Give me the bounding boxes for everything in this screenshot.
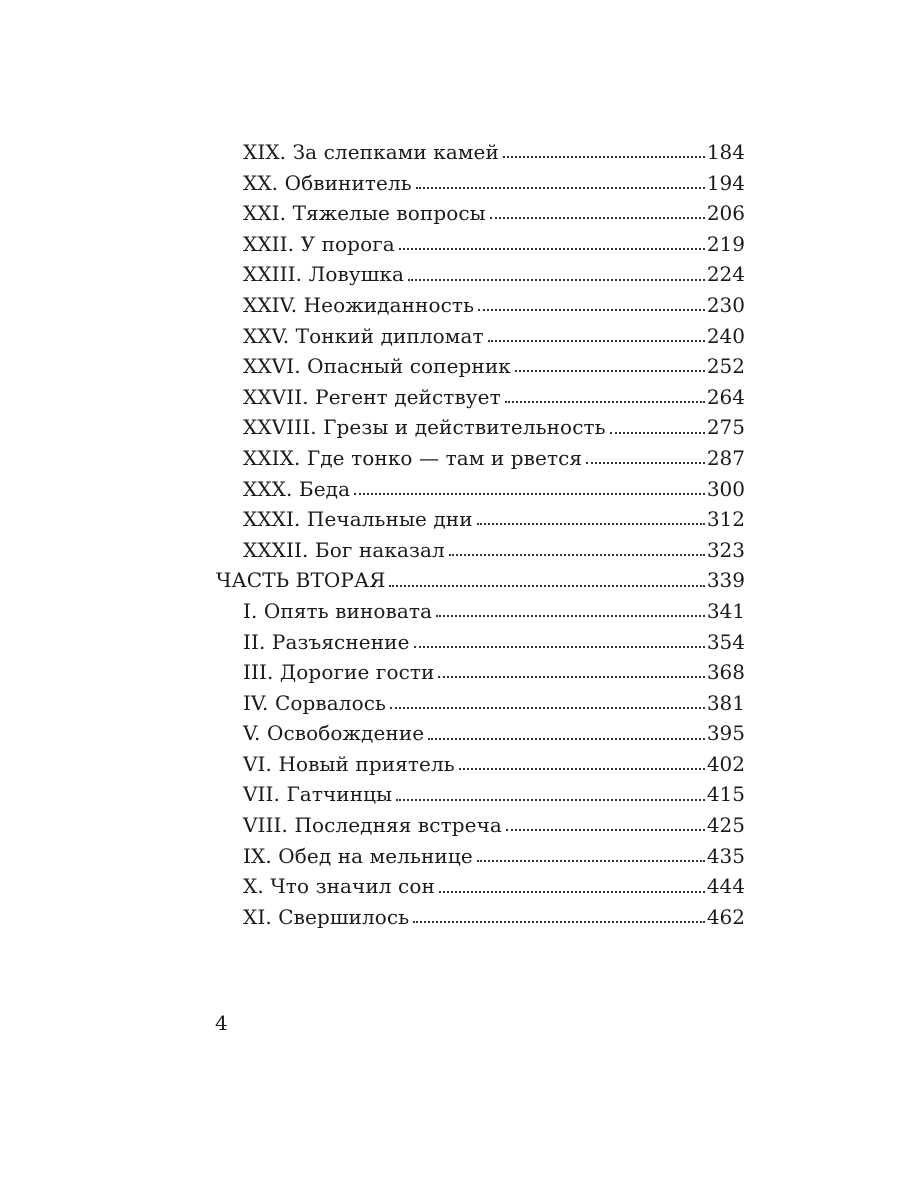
toc-entry-page: 252 [706,354,745,379]
dot-leader [390,693,705,713]
toc-entry [216,749,745,780]
toc-entry-page: 323 [706,537,745,562]
toc-entry [216,259,745,290]
toc-entry-title: XXXI. Печальные дни [243,507,473,532]
toc-entry-title: XXIX. Где тонко — там и рвется [243,445,583,470]
dot-leader [610,418,705,438]
toc-entry-page: 206 [706,201,745,226]
toc-entry-page: 395 [706,721,745,746]
toc-part-heading [216,565,745,596]
toc-entry [216,474,745,505]
toc-entry-title: XXVII. Регент действует [243,384,501,409]
toc-entry-page: 381 [706,690,745,715]
dot-leader [439,877,705,897]
toc-entry-page: 240 [706,323,745,348]
toc-entry [216,535,745,566]
toc-entry-title: XXV. Тонкий дипломат [243,323,484,348]
dot-leader [354,479,705,499]
toc-entry [216,504,745,535]
toc-entry [216,627,745,658]
dot-leader [408,265,705,285]
toc-entry [216,657,745,688]
dot-leader [389,571,704,591]
toc-entry [216,443,745,474]
toc-entry-page: 462 [706,904,745,929]
toc-entry-title: XX. Обвинитель [243,170,412,195]
toc-entry-page: 368 [706,660,745,685]
toc-entry-page: 425 [706,813,745,838]
dot-leader [505,387,705,407]
toc-entry-page: 341 [706,598,745,623]
toc-entry [216,198,745,229]
toc-entry [216,596,745,627]
dot-leader [515,356,705,376]
toc-entry-title: V. Освобождение [243,721,425,746]
toc-entry-page: 415 [706,782,745,807]
dot-leader [436,601,705,621]
toc-entry-title: XXVI. Опасный соперник [243,354,511,379]
dot-leader [477,509,705,529]
toc-entry [216,290,745,321]
toc-entry-title: XXX. Беда [243,476,351,501]
toc-entry [216,810,745,841]
dot-leader [414,632,705,652]
toc-entry [216,779,745,810]
toc-entry-title: IX. Обед на мельнице [243,843,473,868]
toc-entry-title: VI. Новый приятель [243,751,455,776]
toc-entry-title: XI. Свершилось [243,904,410,929]
toc-entry-title: I. Опять виновата [243,598,433,623]
toc-entry-title: VII. Гатчинцы [243,782,393,807]
table-of-contents [216,137,745,932]
toc-entry [216,229,745,260]
toc-entry-title: XIX. За слепками камей [243,140,499,164]
toc-entry-page: 444 [706,874,745,899]
toc-entry-page: 312 [706,507,745,532]
toc-entry-title: IV. Сорвалось [243,690,387,715]
toc-entry-page: 224 [706,262,745,287]
toc-entry-title: XXVIII. Грезы и действительность [243,415,606,440]
toc-entry-page: 300 [706,476,745,501]
toc-entry-page: 287 [706,445,745,470]
toc-entry [216,382,745,413]
dot-leader [490,203,705,223]
toc-entry-title: III. Дорогие гости [243,660,435,685]
dot-leader [503,142,705,162]
toc-entry-title: XXII. У порога [243,231,395,256]
dot-leader [399,234,705,254]
dot-leader [449,540,705,560]
toc-entry-page: 354 [706,629,745,654]
dot-leader [506,815,705,835]
toc-entry-page: 402 [706,751,745,776]
dot-leader [428,724,705,744]
toc-entry-title: XXI. Тяжелые вопросы [243,201,486,226]
toc-entry [216,321,745,352]
toc-entry [216,688,745,719]
toc-entry-page: 275 [706,415,745,440]
toc-entry [216,841,745,872]
dot-leader [438,662,704,682]
toc-part-title: ЧАСТЬ ВТОРАЯ [216,568,386,593]
dot-leader [459,754,705,774]
dot-leader [488,326,705,346]
toc-entry-page: 435 [706,843,745,868]
toc-entry [216,871,745,902]
dot-leader [477,846,705,866]
dot-leader [396,785,705,805]
toc-entry-title: VIII. Последняя встреча [243,813,502,838]
toc-entry-title: XXIII. Ловушка [243,262,405,287]
toc-entry-page: 184 [706,140,745,164]
dot-leader [413,907,705,927]
dot-leader [416,173,705,193]
toc-entry-title: X. Что значил сон [243,874,435,899]
toc-entry-title: XXIV. Неожиданность [243,292,475,317]
toc-entry-page: 219 [706,231,745,256]
toc-entry-title: XXXII. Бог наказал [243,537,445,562]
toc-entry [216,168,745,199]
page-number: 4 [215,1011,228,1035]
toc-entry [216,351,745,382]
dot-leader [478,295,705,315]
toc-entry-title: II. Разъяснение [243,629,410,654]
toc-entry [216,718,745,749]
toc-entry-page: 194 [706,170,745,195]
dot-leader [586,448,705,468]
toc-entry-page: 230 [706,292,745,317]
toc-entry-page: 264 [706,384,745,409]
toc-entry [216,902,745,933]
toc-part-page: 339 [706,568,745,593]
toc-entry [216,412,745,443]
toc-entry [216,137,745,168]
